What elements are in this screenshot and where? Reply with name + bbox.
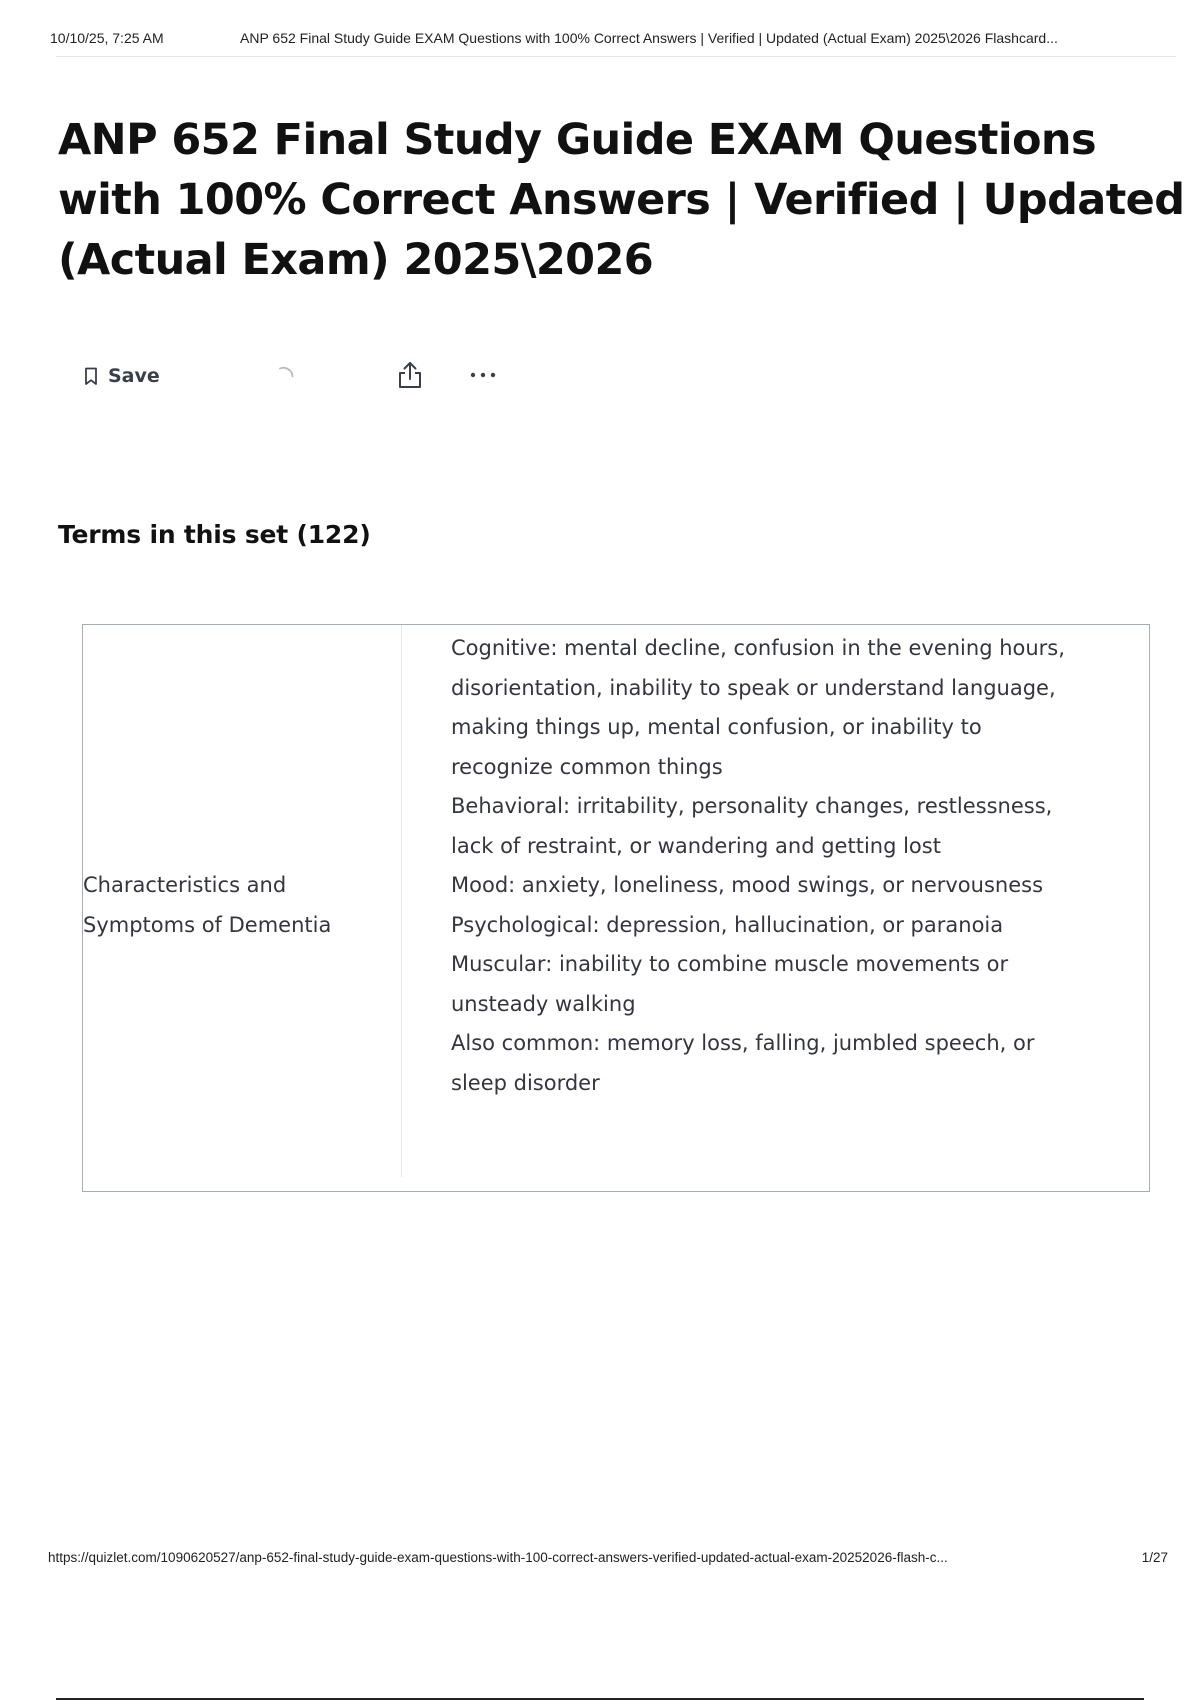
print-doc-title: ANP 652 Final Study Guide EXAM Questions with 100% Correct Answers | Verified | Updated (Actual Exam) 2025\2026 Flashcard... — [240, 30, 1058, 46]
bookmark-icon — [84, 367, 98, 386]
print-url: https://quizlet.com/1090620527/anp-652-final-study-guide-exam-questions-with-100-correct-answers-verified-updated-actual-exam-20252026-flash-c... — [48, 1550, 948, 1565]
definition-line-muscular: Muscular: inability to combine muscle movements or unsteady walking — [451, 952, 1009, 1016]
print-date: 10/10/25, 7:25 AM — [50, 30, 164, 46]
more-options-icon[interactable] — [468, 360, 498, 395]
loading-spinner-icon — [274, 364, 296, 391]
page-title: ANP 652 Final Study Guide EXAM Questions with 100% Correct Answers | Verified | Updated (Actual Exam) 2025\2026 — [58, 115, 1185, 285]
page-number: 1/27 — [1141, 1550, 1168, 1565]
definition-line-mood: Mood: anxiety, loneliness, mood swings, or nervousness — [451, 873, 1044, 897]
term-definition — [451, 629, 1071, 1103]
definition-line-psychological: Psychological: depression, hallucination, or paranoia — [451, 912, 1004, 937]
terms-heading: Terms in this set (122) — [58, 520, 371, 549]
share-icon[interactable] — [396, 360, 424, 395]
save-button[interactable] — [84, 360, 160, 392]
definition-line-behavioral: Behavioral: irritability, personality changes, restlessness, lack of restraint, or wandering and getting lost — [451, 794, 1053, 858]
action-bar — [84, 360, 534, 392]
print-footer — [48, 1550, 1183, 1565]
print-header — [50, 30, 1180, 46]
save-button-label: Save — [108, 365, 160, 387]
term-word: Characteristics and Symptoms of Dementia — [83, 873, 332, 937]
definition-line-cognitive: Cognitive: mental decline, confusion in the evening hours, disorientation, inability to speak or understand language, making things up, mental confusion, or inability to recognize common things — [451, 636, 1065, 779]
definition-line-also-common: Also common: memory loss, falling, jumbled speech, or sleep disorder — [451, 1031, 1035, 1095]
header-divider — [56, 56, 1176, 57]
term-card — [82, 624, 1150, 1192]
term-divider — [401, 625, 402, 1177]
